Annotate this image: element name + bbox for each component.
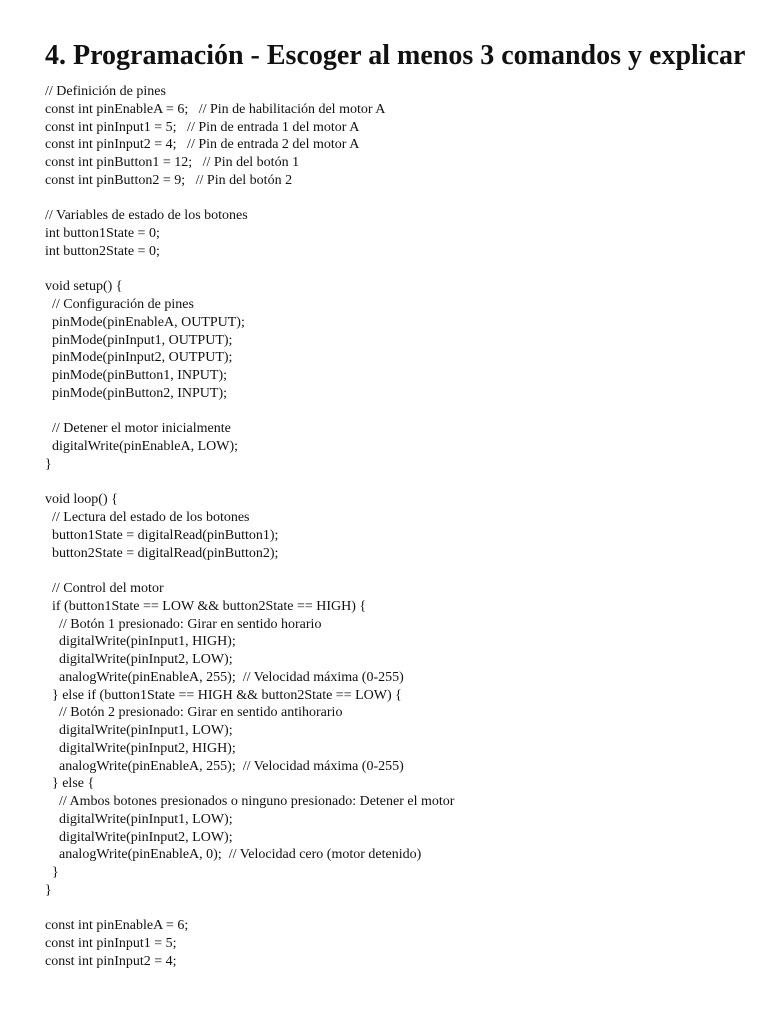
code-line: const int pinInput1 = 5; [45,936,177,951]
code-line: pinMode(pinButton1, INPUT); [45,368,227,383]
code-line: const int pinInput2 = 4; // Pin de entrada 2 del motor A [45,137,360,153]
code-line: digitalWrite(pinEnableA, LOW); [45,439,239,454]
code-line: button1State = digitalRead(pinButton1); [45,527,279,543]
code-line: const int pinButton2 = 9; // Pin del botón 2 [45,172,293,188]
code-line: pinMode(pinInput2, OUTPUT); [45,350,233,366]
code-line: int button1State = 0; [45,226,160,241]
code-line: void loop() { [45,492,118,508]
code-line: const int pinInput2 = 4; [45,953,177,969]
code-line [45,474,745,492]
code-line: // Definición de pines [45,84,166,99]
code-line: } else if (button1State == HIGH && button2State == LOW) { [45,687,402,703]
code-line: pinMode(pinEnableA, OUTPUT); [45,314,245,330]
code-line: analogWrite(pinEnableA, 255); // Velocidad máxima (0-255) [45,758,404,774]
code-line: const int pinButton1 = 12; // Pin del botón 1 [45,155,300,170]
code-line: button2State = digitalRead(pinButton2); [45,545,279,561]
code-block [45,83,745,971]
code-line [45,190,745,208]
code-line: void setup() { [45,279,123,295]
code-line: pinMode(pinButton2, INPUT); [45,385,227,401]
code-line: const int pinInput1 = 5; // Pin de entrada 1 del motor A [45,119,360,135]
code-line: digitalWrite(pinInput2, HIGH); [45,740,236,756]
code-line [45,562,745,580]
code-line [45,403,745,421]
code-line: analogWrite(pinEnableA, 255); // Velocidad máxima (0-255) [45,669,404,685]
code-line: } [45,882,52,898]
code-line [45,900,745,918]
code-line [45,261,745,279]
code-line: // Botón 2 presionado: Girar en sentido antihorario [45,705,343,721]
code-line: digitalWrite(pinInput2, LOW); [45,829,233,845]
code-line: digitalWrite(pinInput2, LOW); [45,652,233,667]
code-line: // Variables de estado de los botones [45,208,248,224]
code-line: digitalWrite(pinInput1, LOW); [45,811,233,827]
code-line: // Ambos botones presionados o ninguno presionado: Detener el motor [45,794,455,809]
section-heading: 4. Programación - Escoger al menos 3 comandos y explicar [45,40,746,71]
code-line: // Lectura del estado de los botones [45,510,250,525]
code-line: const int pinEnableA = 6; // Pin de habilitación del motor A [45,101,386,117]
code-line: digitalWrite(pinInput1, HIGH); [45,634,236,650]
code-line: } [45,456,52,472]
code-line: // Botón 1 presionado: Girar en sentido horario [45,616,322,632]
code-line: if (button1State == LOW && button2State == HIGH) { [45,598,367,614]
code-line: int button2State = 0; [45,243,160,259]
code-line: digitalWrite(pinInput1, LOW); [45,723,233,738]
code-line: } [45,865,59,880]
code-line: analogWrite(pinEnableA, 0); // Velocidad cero (motor detenido) [45,847,422,863]
code-line: // Control del motor [45,581,164,596]
code-line: } else { [45,776,95,792]
code-line: pinMode(pinInput1, OUTPUT); [45,332,233,348]
code-line: // Configuración de pines [45,297,194,312]
code-line: // Detener el motor inicialmente [45,421,231,437]
code-line: const int pinEnableA = 6; [45,918,189,934]
document-page [45,40,746,971]
